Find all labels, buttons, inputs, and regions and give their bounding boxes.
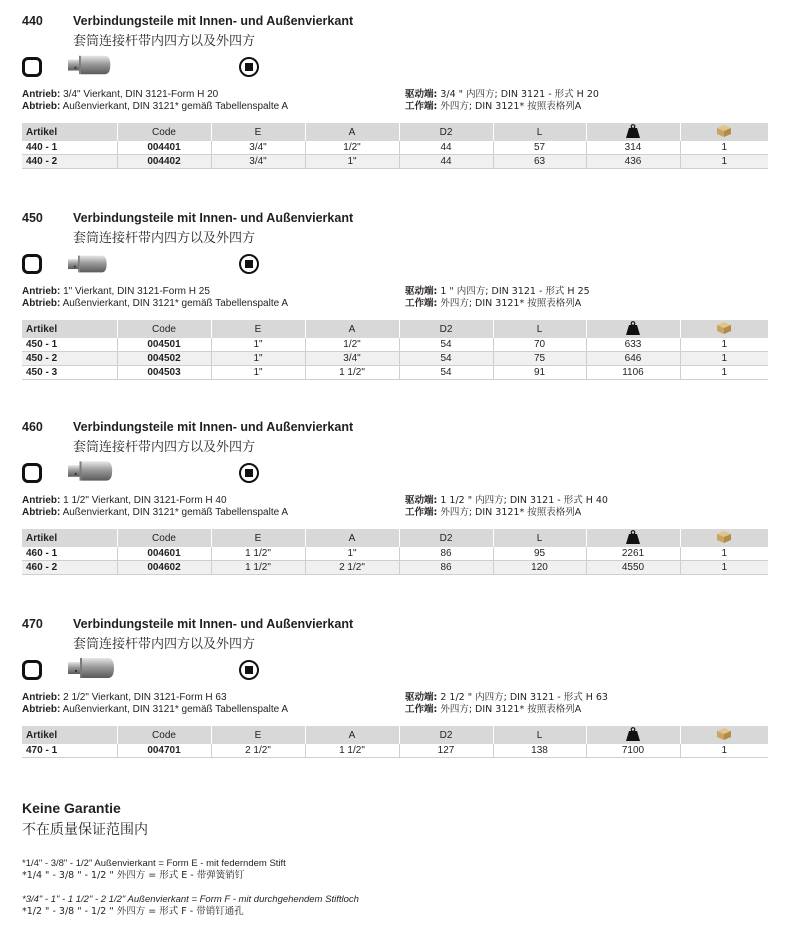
cn-drive-line: [405, 286, 590, 298]
antrieb-label: Antrieb:: [22, 286, 61, 297]
table-cell: 138: [493, 744, 586, 758]
square-drive-icon: [22, 57, 42, 77]
guarantee-title-de: Keine Garantie: [22, 800, 121, 816]
square-drive-icon: [22, 463, 42, 483]
cn-work-line: [405, 704, 581, 716]
table-cell: 1: [680, 547, 768, 561]
table-cell: 63: [493, 155, 586, 169]
column-header-package: [680, 726, 768, 744]
abtrieb-text: Außenvierkant, DIN 3121* gemäß Tabellenspalte A: [60, 101, 289, 112]
cn-work-text: 外四方; DIN 3121* 按照表格列A: [437, 507, 582, 518]
cn-drive-label: 驱动端:: [405, 692, 438, 703]
cn-drive-line: [405, 692, 608, 704]
antrieb-line: [22, 286, 210, 298]
section-title-de: Verbindungsteile mit Innen- und Außenvierkant: [73, 420, 354, 434]
column-header: L: [493, 123, 586, 141]
cn-drive-text: 2 1/2 " 内四方; DIN 3121 - 形式 H 63: [437, 692, 608, 703]
abtrieb-label: Abtrieb:: [22, 507, 61, 518]
table-cell: 4550: [586, 561, 680, 575]
column-header-package: [680, 123, 768, 141]
column-header: Artikel: [22, 529, 117, 547]
table-cell: 1: [680, 141, 768, 155]
column-header: D2: [399, 123, 493, 141]
table-cell: 95: [493, 547, 586, 561]
table-cell: 2 1/2": [305, 561, 399, 575]
footnote-1-cn: *1/4 " - 3/8 " - 1/2 " 外四方 = 形式 E - 带弹簧销钉: [22, 870, 245, 881]
table-cell: 1 1/2": [211, 561, 305, 575]
table-cell: 004701: [117, 744, 211, 758]
cn-work-line: [405, 298, 581, 310]
column-header: D2: [399, 320, 493, 338]
column-header: A: [305, 123, 399, 141]
cn-drive-text: 1 " 内四方; DIN 3121 - 形式 H 25: [437, 286, 590, 297]
antrieb-text: 1" Vierkant, DIN 3121-Form H 25: [60, 286, 210, 297]
table-cell: 1106: [586, 366, 680, 380]
table-cell: 450 - 2: [22, 352, 117, 366]
table-cell: 70: [493, 338, 586, 352]
table-cell: 004503: [117, 366, 211, 380]
column-header-weight: [586, 123, 680, 141]
table-row: [22, 338, 768, 352]
antrieb-line: [22, 692, 227, 704]
section-number: 460: [22, 420, 43, 434]
column-header: Code: [117, 320, 211, 338]
table-cell: 1/2": [305, 141, 399, 155]
table-cell: 460 - 1: [22, 547, 117, 561]
antrieb-label: Antrieb:: [22, 495, 61, 506]
cn-drive-label: 驱动端:: [405, 286, 438, 297]
table-cell: 54: [399, 338, 493, 352]
table-header-row: [22, 320, 768, 338]
antrieb-text: 1 1/2" Vierkant, DIN 3121-Form H 40: [60, 495, 227, 506]
table-cell: 44: [399, 141, 493, 155]
package-box-icon: [716, 124, 732, 140]
table-cell: 1: [680, 561, 768, 575]
section-number: 450: [22, 211, 43, 225]
abtrieb-line: [22, 704, 288, 716]
table-cell: 450 - 1: [22, 338, 117, 352]
table-cell: 470 - 1: [22, 744, 117, 758]
abtrieb-text: Außenvierkant, DIN 3121* gemäß Tabellenspalte A: [60, 704, 289, 715]
table-header-row: [22, 123, 768, 141]
package-box-icon: [716, 727, 732, 743]
cn-drive-line: [405, 89, 599, 101]
table-cell: 1: [680, 366, 768, 380]
table-cell: 1": [211, 366, 305, 380]
square-output-icon: [239, 660, 259, 680]
column-header: Artikel: [22, 726, 117, 744]
cn-work-line: [405, 101, 581, 113]
cn-work-text: 外四方; DIN 3121* 按照表格列A: [437, 101, 582, 112]
table-row: [22, 744, 768, 758]
column-header: E: [211, 529, 305, 547]
table-cell: 86: [399, 547, 493, 561]
square-drive-icon: [22, 660, 42, 680]
antrieb-label: Antrieb:: [22, 89, 61, 100]
table-cell: 1": [305, 155, 399, 169]
adapter-part-icon: [68, 52, 114, 83]
table-cell: 004401: [117, 141, 211, 155]
cn-drive-label: 驱动端:: [405, 495, 438, 506]
abtrieb-line: [22, 507, 288, 519]
table-row: [22, 547, 768, 561]
table-cell: 1 1/2": [211, 547, 305, 561]
table-cell: 440 - 2: [22, 155, 117, 169]
abtrieb-line: [22, 298, 288, 310]
section-title-cn: 套筒连接杆带内四方以及外四方: [73, 34, 256, 49]
column-header: D2: [399, 529, 493, 547]
square-drive-icon: [22, 254, 42, 274]
table-cell: 004602: [117, 561, 211, 575]
table-cell: 1": [211, 338, 305, 352]
section-number: 440: [22, 14, 43, 28]
column-header: Artikel: [22, 123, 117, 141]
antrieb-text: 3/4" Vierkant, DIN 3121-Form H 20: [60, 89, 219, 100]
table-cell: 1": [211, 352, 305, 366]
table-cell: 44: [399, 155, 493, 169]
table-cell: 450 - 3: [22, 366, 117, 380]
footnote-2-cn: *1/2 " - 3/8 " - 1/2 " 外四方 = 形式 F - 带销钉通孔: [22, 906, 244, 917]
column-header-weight: [586, 320, 680, 338]
antrieb-line: [22, 89, 218, 101]
column-header: Code: [117, 123, 211, 141]
section-number: 470: [22, 617, 43, 631]
table-cell: 75: [493, 352, 586, 366]
column-header: E: [211, 320, 305, 338]
package-box-icon: [716, 321, 732, 337]
section-title-de: Verbindungsteile mit Innen- und Außenvierkant: [73, 211, 354, 225]
column-header: D2: [399, 726, 493, 744]
section-title-cn: 套筒连接杆带内四方以及外四方: [73, 637, 256, 652]
table-cell: 7100: [586, 744, 680, 758]
cn-work-label: 工作端:: [405, 507, 438, 518]
adapter-part-icon: [68, 655, 118, 686]
guarantee-title-cn: 不在质量保证范围内: [22, 822, 148, 838]
square-output-icon: [239, 57, 259, 77]
cn-drive-text: 3/4 " 内四方; DIN 3121 - 形式 H 20: [437, 89, 599, 100]
column-header: E: [211, 726, 305, 744]
weight-icon: [625, 124, 641, 141]
section-title-de: Verbindungsteile mit Innen- und Außenvierkant: [73, 617, 354, 631]
spec-table: [22, 123, 768, 169]
column-header: Artikel: [22, 320, 117, 338]
abtrieb-label: Abtrieb:: [22, 298, 61, 309]
table-cell: 3/4": [305, 352, 399, 366]
table-cell: 1": [305, 547, 399, 561]
cn-drive-label: 驱动端:: [405, 89, 438, 100]
table-cell: 004501: [117, 338, 211, 352]
column-header: L: [493, 320, 586, 338]
table-cell: 1 1/2": [305, 744, 399, 758]
column-header-package: [680, 529, 768, 547]
table-row: [22, 155, 768, 169]
table-cell: 57: [493, 141, 586, 155]
table-cell: 436: [586, 155, 680, 169]
table-cell: 2261: [586, 547, 680, 561]
footnote-1-de: *1/4" - 3/8" - 1/2" Außenvierkant = Form E - mit federndem Stift: [22, 858, 286, 869]
table-header-row: [22, 529, 768, 547]
table-cell: 120: [493, 561, 586, 575]
square-output-icon: [239, 463, 259, 483]
table-cell: 004502: [117, 352, 211, 366]
square-output-icon: [239, 254, 259, 274]
table-cell: 314: [586, 141, 680, 155]
cn-work-text: 外四方; DIN 3121* 按照表格列A: [437, 298, 582, 309]
cn-work-line: [405, 507, 581, 519]
footnote-2-de: *3/4" - 1" - 1 1/2" - 2 1/2" Außenvierkant = Form F - mit durchgehendem Stiftloch: [22, 894, 359, 905]
antrieb-label: Antrieb:: [22, 692, 61, 703]
column-header-weight: [586, 529, 680, 547]
table-row: [22, 561, 768, 575]
table-cell: 3/4": [211, 155, 305, 169]
column-header: Code: [117, 529, 211, 547]
table-cell: 460 - 2: [22, 561, 117, 575]
antrieb-text: 2 1/2" Vierkant, DIN 3121-Form H 63: [60, 692, 227, 703]
package-box-icon: [716, 530, 732, 546]
cn-drive-text: 1 1/2 " 内四方; DIN 3121 - 形式 H 40: [437, 495, 608, 506]
cn-work-text: 外四方; DIN 3121* 按照表格列A: [437, 704, 582, 715]
table-cell: 1: [680, 338, 768, 352]
section-title-cn: 套筒连接杆带内四方以及外四方: [73, 231, 256, 246]
spec-table: [22, 320, 768, 380]
column-header-package: [680, 320, 768, 338]
table-cell: 646: [586, 352, 680, 366]
weight-icon: [625, 321, 641, 338]
cn-drive-line: [405, 495, 608, 507]
column-header: L: [493, 529, 586, 547]
table-cell: 1 1/2": [305, 366, 399, 380]
column-header: L: [493, 726, 586, 744]
spec-table: [22, 726, 768, 758]
section-title-cn: 套筒连接杆带内四方以及外四方: [73, 440, 256, 455]
table-header-row: [22, 726, 768, 744]
column-header: Code: [117, 726, 211, 744]
table-cell: 440 - 1: [22, 141, 117, 155]
table-cell: 54: [399, 366, 493, 380]
table-cell: 1: [680, 155, 768, 169]
column-header: E: [211, 123, 305, 141]
abtrieb-label: Abtrieb:: [22, 101, 61, 112]
cn-work-label: 工作端:: [405, 101, 438, 112]
weight-icon: [625, 727, 641, 744]
section-title-de: Verbindungsteile mit Innen- und Außenvierkant: [73, 14, 354, 28]
cn-work-label: 工作端:: [405, 704, 438, 715]
weight-icon: [625, 530, 641, 547]
table-cell: 004601: [117, 547, 211, 561]
table-cell: 86: [399, 561, 493, 575]
antrieb-line: [22, 495, 227, 507]
adapter-part-icon: [68, 458, 116, 489]
column-header: A: [305, 529, 399, 547]
table-cell: 1: [680, 744, 768, 758]
table-cell: 2 1/2": [211, 744, 305, 758]
table-cell: 1: [680, 352, 768, 366]
cn-work-label: 工作端:: [405, 298, 438, 309]
adapter-part-icon: [68, 251, 110, 282]
table-cell: 127: [399, 744, 493, 758]
abtrieb-label: Abtrieb:: [22, 704, 61, 715]
column-header-weight: [586, 726, 680, 744]
table-cell: 633: [586, 338, 680, 352]
column-header: A: [305, 726, 399, 744]
abtrieb-text: Außenvierkant, DIN 3121* gemäß Tabellenspalte A: [60, 298, 289, 309]
column-header: A: [305, 320, 399, 338]
table-row: [22, 352, 768, 366]
abtrieb-line: [22, 101, 288, 113]
table-cell: 3/4": [211, 141, 305, 155]
spec-table: [22, 529, 768, 575]
table-cell: 004402: [117, 155, 211, 169]
table-cell: 1/2": [305, 338, 399, 352]
table-cell: 54: [399, 352, 493, 366]
abtrieb-text: Außenvierkant, DIN 3121* gemäß Tabellenspalte A: [60, 507, 289, 518]
table-cell: 91: [493, 366, 586, 380]
table-row: [22, 366, 768, 380]
table-row: [22, 141, 768, 155]
